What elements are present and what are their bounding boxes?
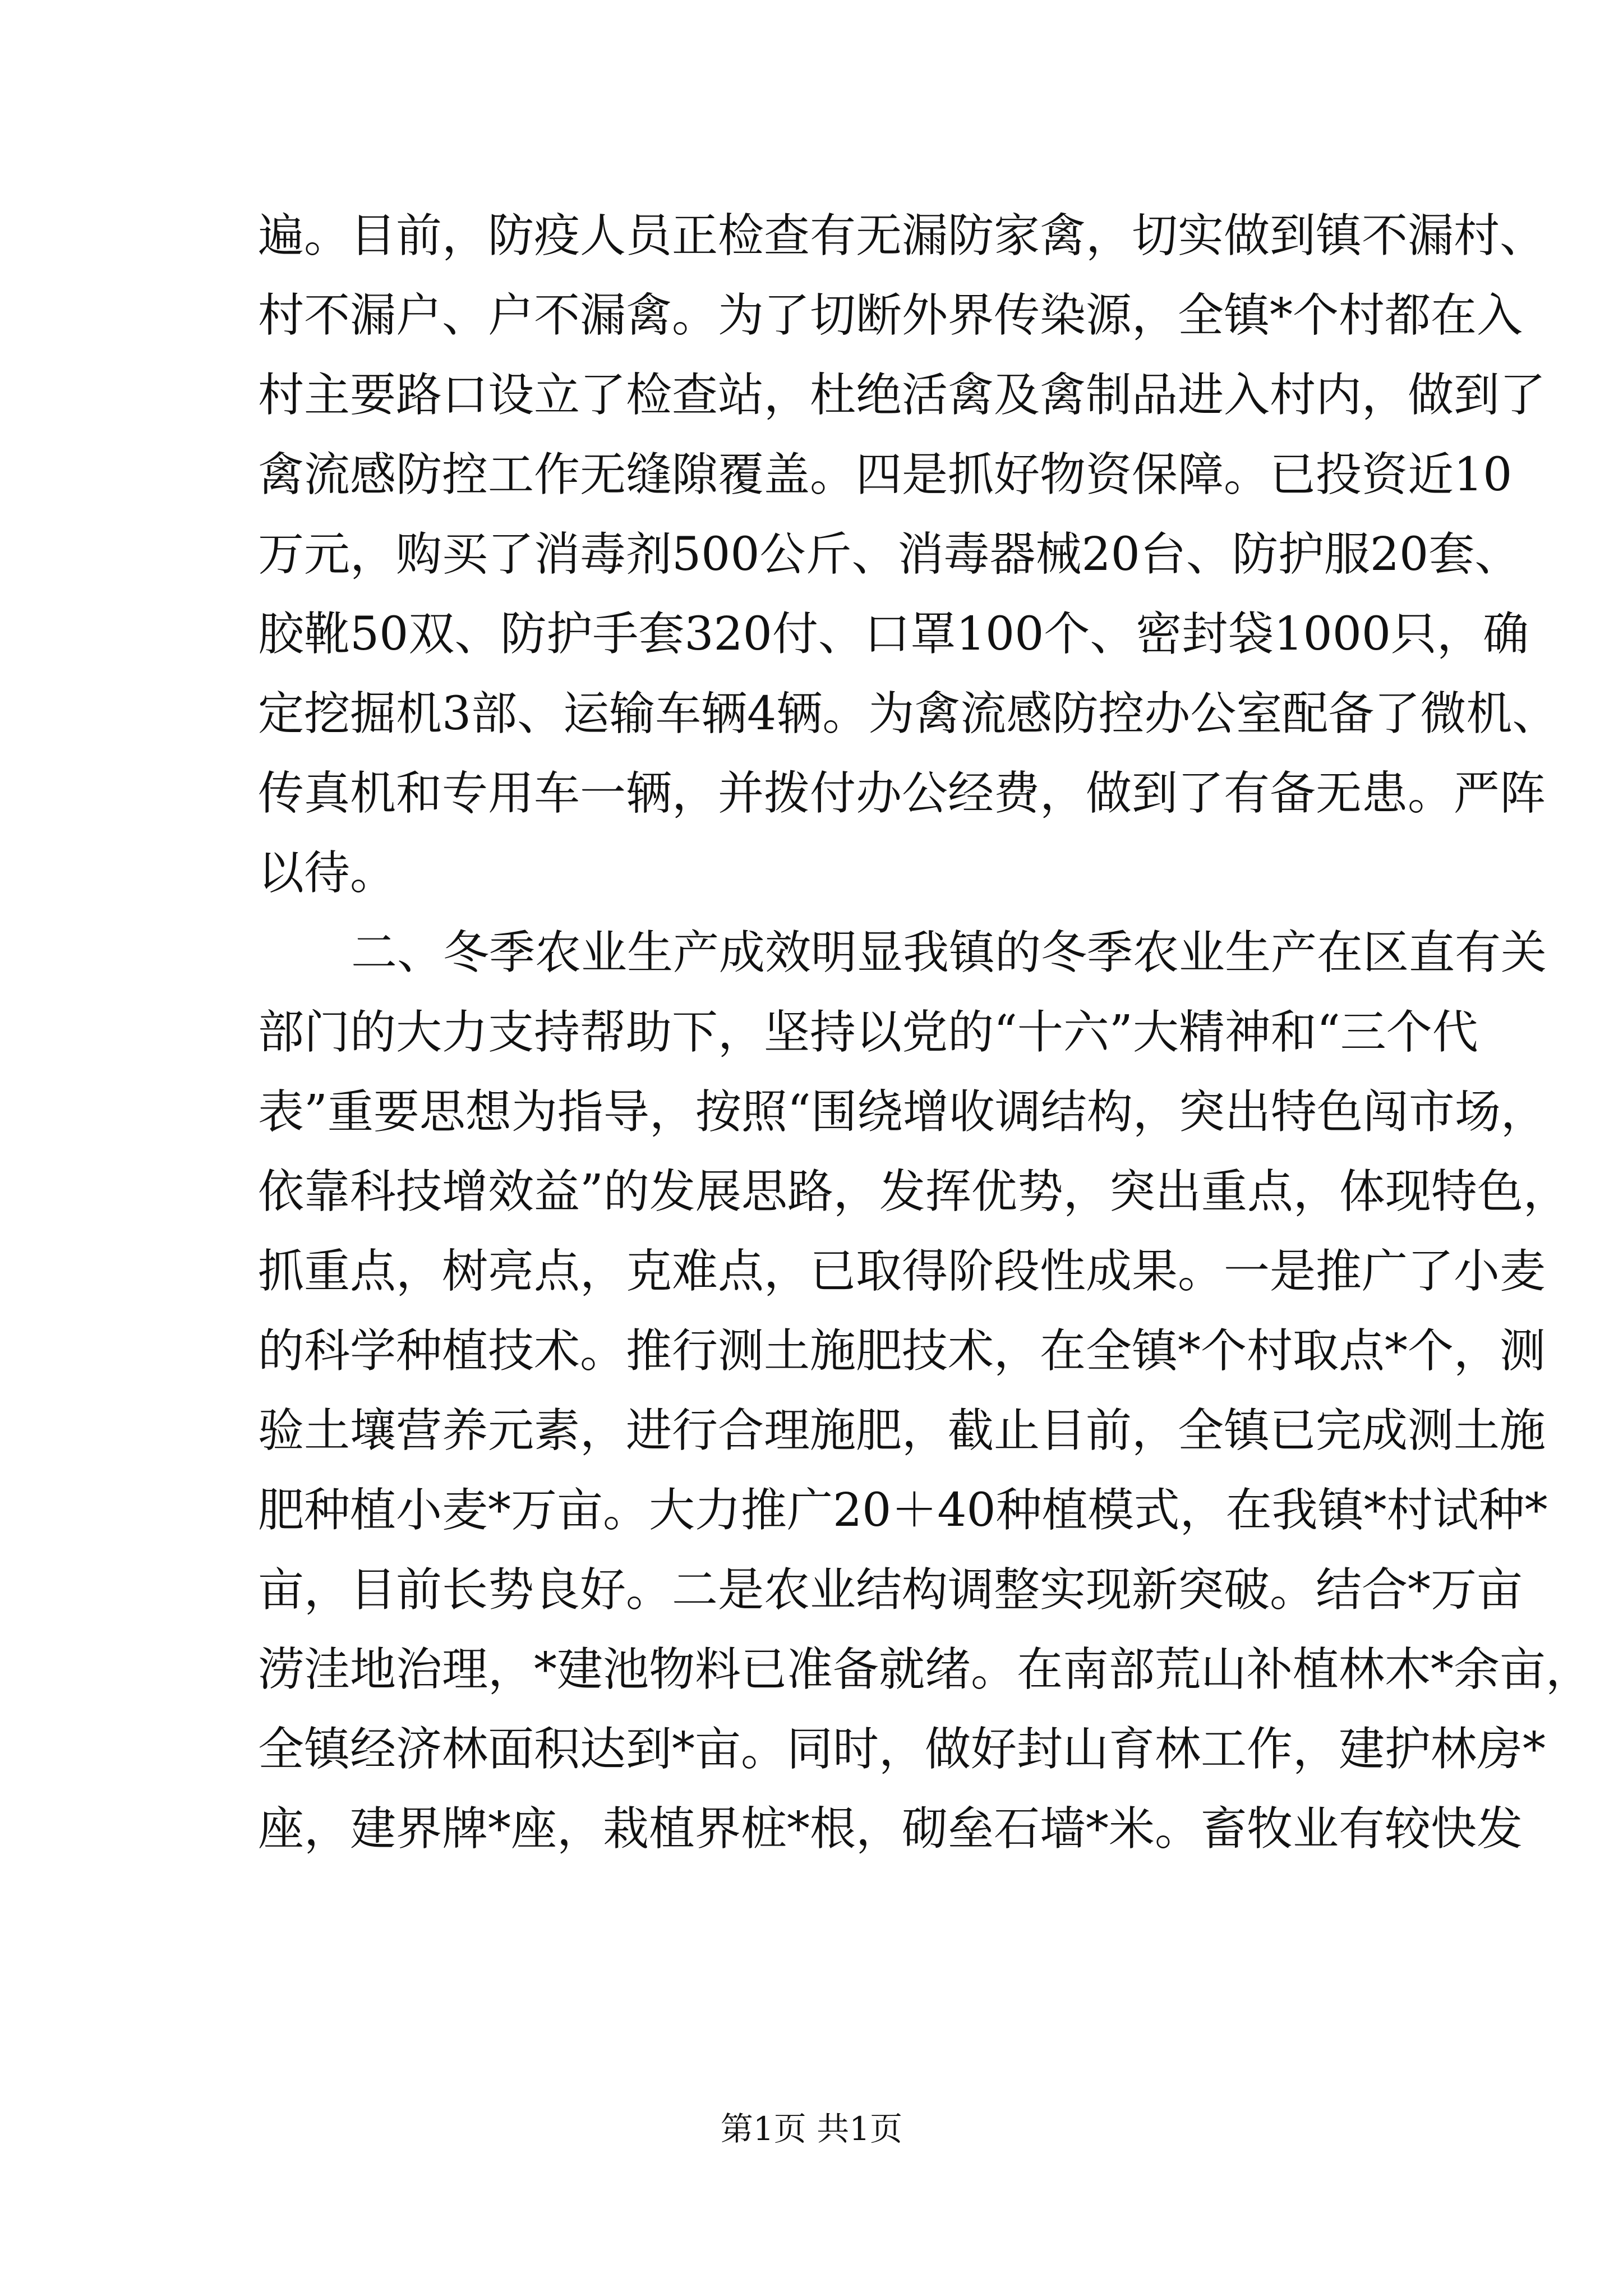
text-line-3: 村主要路口设立了检查站，杜绝活禽及禽制品进入村内，做到了 <box>258 369 1546 422</box>
text-line-9: 以待。 <box>258 846 396 900</box>
text-line-15: 的科学种植技术。推行测土施肥技术，在全镇*个村取点*个，测 <box>258 1324 1546 1378</box>
text-line-6: 胶靴50双、防护手套320付、口罩100个、密封袋1000只，确 <box>258 608 1529 661</box>
text-line-1: 遍。目前，防疫人员正检查有无漏防家禽，切实做到镇不漏村、 <box>258 209 1546 263</box>
text-line-13: 依靠科技增效益”的发展思路，发挥优势，突出重点，体现特色， <box>258 1165 1569 1218</box>
page-number-footer: 第1页 共1页 <box>720 2110 903 2148</box>
text-line-7: 定挖掘机3部、运输车辆4辆。为禽流感防控办公室配备了微机、 <box>258 687 1559 740</box>
text-line-2: 村不漏户、户不漏禽。为了切断外界传染源，全镇*个村都在入 <box>258 289 1523 342</box>
text-line-16: 验土壤营养元素，进行合理施肥，截止目前，全镇已完成测土施 <box>258 1404 1546 1457</box>
text-line-10: 二、冬季农业生产成效明显我镇的冬季农业生产在区直有关 <box>351 926 1547 979</box>
text-line-17: 肥种植小麦*万亩。大力推广20＋40种植模式，在我镇*村试种* <box>258 1484 1548 1537</box>
text-line-12: 表”重要思想为指导，按照“围绕增收调结构，突出特色闯市场， <box>258 1085 1547 1139</box>
text-line-11: 部门的大力支持帮助下，坚持以党的“十六”大精神和“三个代 <box>258 1006 1478 1059</box>
text-line-4: 禽流感防控工作无缝隙覆盖。四是抓好物资保障。已投资近10 <box>258 448 1513 501</box>
text-line-20: 全镇经济林面积达到*亩。同时，做好封山育林工作，建护林房* <box>258 1723 1546 1776</box>
text-line-19: 涝洼地治理，*建池物料已准备就绪。在南部荒山补植林木*余亩， <box>258 1643 1592 1696</box>
text-line-8: 传真机和专用车一辆，并拨付办公经费，做到了有备无患。严阵 <box>258 767 1546 820</box>
text-line-5: 万元，购买了消毒剂500公斤、消毒器械20台、防护服20套、 <box>258 528 1521 581</box>
text-line-18: 亩，目前长势良好。二是农业结构调整实现新突破。结合*万亩 <box>258 1563 1523 1617</box>
text-line-21: 座，建界牌*座，栽植界桩*根，砌垒石墙*米。畜牧业有较快发 <box>258 1802 1523 1856</box>
document-body <box>258 196 1592 1869</box>
text-line-14: 抓重点，树亮点，克难点，已取得阶段性成果。一是推广了小麦 <box>258 1245 1546 1298</box>
